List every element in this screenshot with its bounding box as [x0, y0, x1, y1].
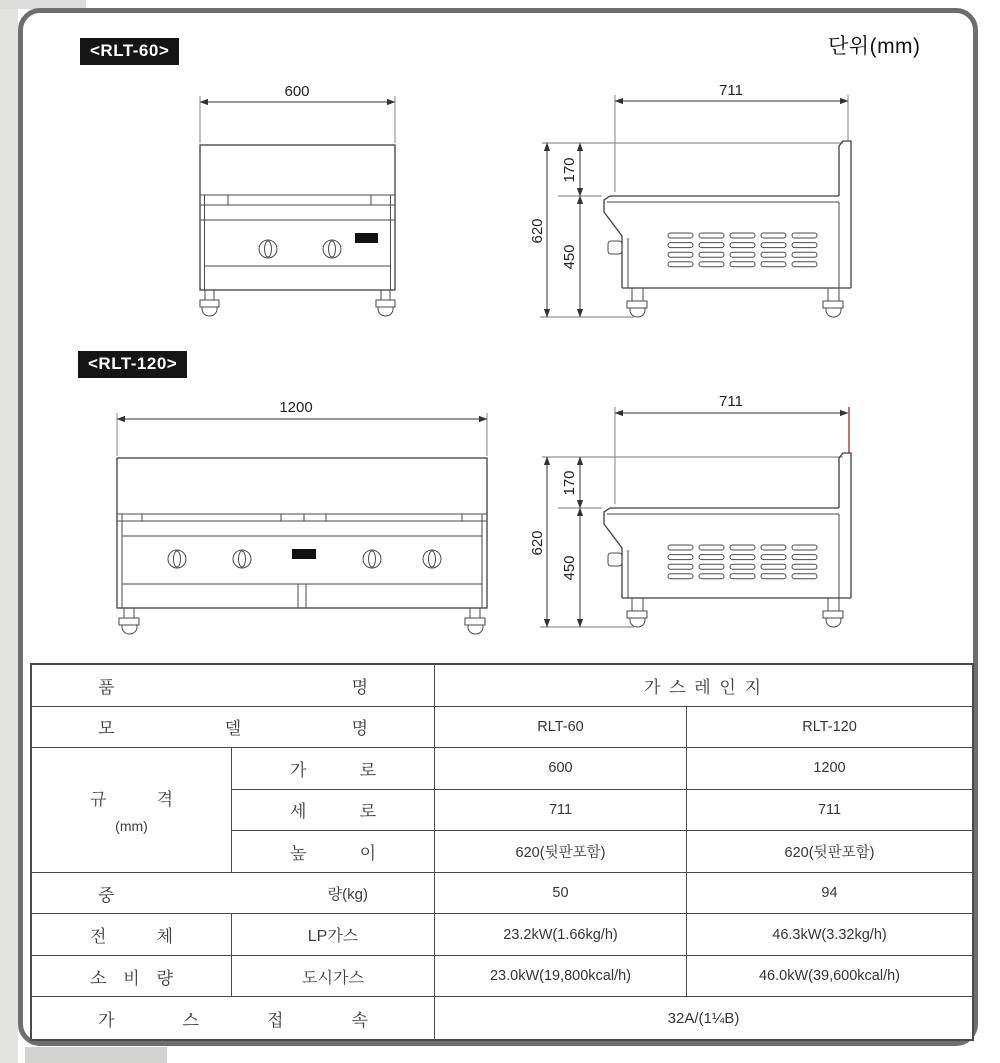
rlt60-gas-valve-knob: [608, 241, 622, 254]
rlt60-vent-slots: [668, 233, 817, 267]
rlt60-side-back-height-dim: 170: [561, 157, 578, 183]
rlt60-burner-knobs: [259, 240, 341, 258]
rlt60-side-legs: [627, 288, 843, 317]
rlt120-gas-valve-knob: [608, 553, 622, 566]
rlt120-front-view: [117, 399, 487, 634]
rlt120-side-legs: [627, 598, 843, 627]
dim-height-rlt60: 620(뒷판포함): [435, 831, 687, 873]
dim-width-label: 가 로: [232, 748, 435, 790]
weight-rlt60: 50: [435, 873, 687, 915]
rlt120-side-back-height-dim: 170: [561, 470, 578, 496]
model-name-rlt120: RLT-120: [687, 707, 972, 749]
gas-connection-label: 가 스 접 속: [32, 997, 435, 1039]
dim-depth-label: 세 로: [232, 790, 435, 832]
consumption-city-rlt120: 46.0kW(39,600kcal/h): [687, 956, 972, 998]
dimensions-group-label: 규 격 (mm): [32, 748, 232, 873]
row-product-label: 품 명: [32, 665, 435, 707]
rlt60-front-width-dim: 600: [284, 83, 310, 100]
rlt120-front-legs: [119, 608, 485, 634]
rlt120-side-depth-dim: 711: [719, 393, 743, 410]
dim-depth-rlt120: 711: [687, 790, 972, 832]
rlt120-side-total-height-dim: 620: [529, 530, 546, 556]
model-badge-rlt60: <RLT-60>: [80, 38, 179, 65]
row-model-label: 모 델 명: [32, 707, 435, 749]
row-product-value: 가 스 레 인 지: [435, 665, 972, 707]
consumption-lp-group: 전 체: [32, 914, 232, 956]
dimensions-unit: (mm): [115, 818, 148, 835]
rlt120-side-view: [529, 393, 851, 627]
dim-width-rlt60: 600: [435, 748, 687, 790]
dim-height-label: 높 이: [232, 831, 435, 873]
unit-label: 단위(mm): [828, 35, 921, 58]
rlt60-side-body-height-dim: 450: [561, 244, 578, 270]
gas-connection-value: 32A/(1¼B): [667, 1009, 740, 1027]
dim-width-rlt120: 1200: [687, 748, 972, 790]
consumption-city-rlt60: 23.0kW(19,800kcal/h): [435, 956, 687, 998]
rlt60-front-view: [200, 83, 395, 316]
rlt120-front-width-dim: 1200: [279, 399, 313, 416]
consumption-lp-type: LP가스: [232, 914, 435, 956]
rlt60-front-legs: [200, 290, 395, 316]
spec-table: [30, 663, 974, 1041]
rlt60-side-depth-dim: 711: [719, 82, 743, 99]
model-name-rlt60: RLT-60: [435, 707, 687, 749]
consumption-city-group: 소 비 량: [32, 956, 232, 998]
consumption-city-type: 도시가스: [232, 956, 435, 998]
rlt120-control-box: [292, 549, 316, 559]
dim-height-rlt120: 620(뒷판포함): [687, 831, 972, 873]
rlt60-control-box: [355, 233, 378, 243]
weight-rlt120: 94: [687, 873, 972, 915]
rlt60-side-total-height-dim: 620: [529, 218, 546, 244]
dim-depth-rlt60: 711: [435, 790, 687, 832]
rlt120-side-body-height-dim: 450: [561, 555, 578, 581]
consumption-lp-rlt60: 23.2kW(1.66kg/h): [435, 914, 687, 956]
model-badge-rlt120: <RLT-120>: [78, 351, 187, 378]
rlt60-side-view: [529, 82, 851, 317]
rlt120-vent-slots: [668, 545, 817, 579]
weight-label: 중 량(kg): [32, 873, 435, 915]
consumption-lp-rlt120: 46.3kW(3.32kg/h): [687, 914, 972, 956]
